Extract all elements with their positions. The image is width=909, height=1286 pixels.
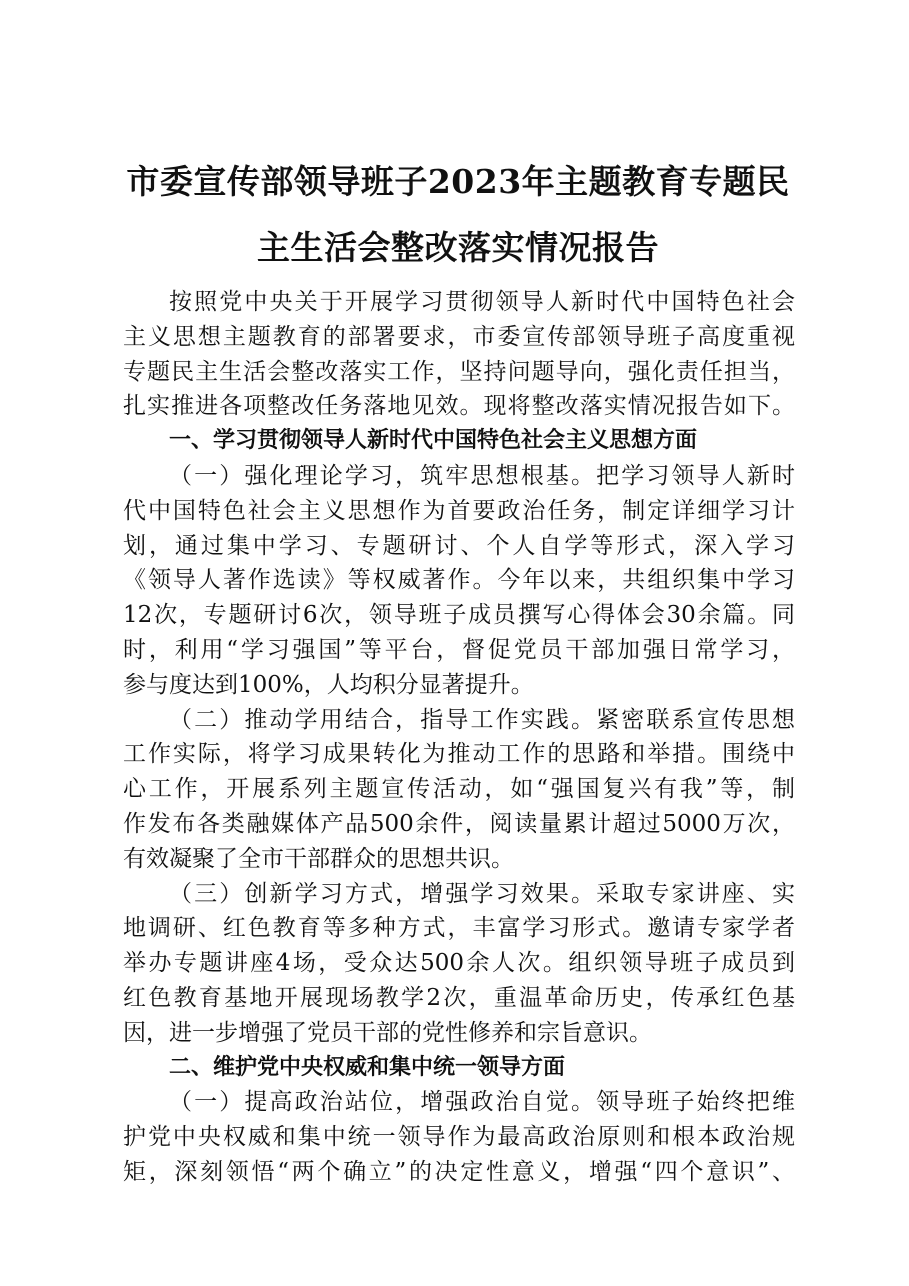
paragraph-line: （一）强化理论学习，筑牢思想根基。把学习领导人新时 [169, 462, 795, 489]
paragraph-line: （二）推动学用结合，指导工作实践。紧密联系宣传思想 [169, 706, 795, 733]
paragraph-line: 工作实际，将学习成果转化为推动工作的思路和举措。围绕中 [123, 741, 795, 768]
section-heading: 二、维护党中央权威和集中统一领导方面 [169, 1054, 566, 1080]
paragraph-line: 红色教育基地开展现场教学2次，重温革命历史，传承红色基 [123, 984, 795, 1011]
paragraph-line: 扎实推进各项整改任务落地见效。现将整改落实情况报告如下。 [123, 393, 795, 420]
paragraph-line: 代中国特色社会主义思想作为首要政治任务，制定详细学习计 [123, 497, 795, 524]
paragraph-line: 主义思想主题教育的部署要求，市委宣传部领导班子高度重视 [123, 323, 795, 350]
paragraph-line: 作发布各类融媒体产品500余件，阅读量累计超过5000万次， [123, 810, 795, 837]
paragraph-line: 因，进一步增强了党员干部的党性修养和宗旨意识。 [123, 1019, 652, 1046]
section-heading: 一、学习贯彻领导人新时代中国特色社会主义思想方面 [169, 428, 698, 454]
paragraph-line: 专题民主生活会整改落实工作，坚持问题导向，强化责任担当， [123, 358, 795, 385]
paragraph-line: 地调研、红色教育等多种方式，丰富学习形式。邀请专家学者 [123, 915, 795, 942]
paragraph-line: 有效凝聚了全市干部群众的思想共识。 [123, 845, 514, 872]
paragraph-line: 参与度达到100%，人均积分显著提升。 [123, 671, 534, 698]
paragraph-line: 举办专题讲座4场，受众达500余人次。组织领导班子成员到 [123, 950, 795, 977]
document-title-line-1: 市委宣传部领导班子2023年主题教育专题民 [126, 162, 790, 201]
paragraph-line: 心工作，开展系列主题宣传活动，如“强国复兴有我”等，制 [123, 776, 795, 803]
document-title-line-2: 主生活会整改落实情况报告 [257, 228, 659, 267]
document-body [123, 285, 795, 1190]
paragraph-line: 时，利用“学习强国”等平台，督促党员干部加强日常学习， [123, 636, 795, 663]
paragraph-line: （三）创新学习方式，增强学习效果。采取专家讲座、实 [169, 880, 795, 907]
paragraph-line: （一）提高政治站位，增强政治自觉。领导班子始终把维 [169, 1089, 795, 1116]
paragraph-line: 护党中央权威和集中统一领导作为最高政治原则和根本政治规 [123, 1124, 795, 1151]
paragraph-line: 划，通过集中学习、专题研讨、个人自学等形式，深入学习 [123, 532, 795, 559]
paragraph-line: 《领导人著作选读》等权威著作。今年以来，共组织集中学习 [123, 567, 795, 594]
paragraph-line: 12次，专题研讨6次，领导班子成员撰写心得体会30余篇。同 [123, 602, 795, 629]
paragraph-line: 矩，深刻领悟“两个确立”的决定性意义，增强“四个意识”、 [123, 1158, 795, 1185]
paragraph-line: 按照党中央关于开展学习贯彻领导人新时代中国特色社会 [169, 289, 795, 315]
